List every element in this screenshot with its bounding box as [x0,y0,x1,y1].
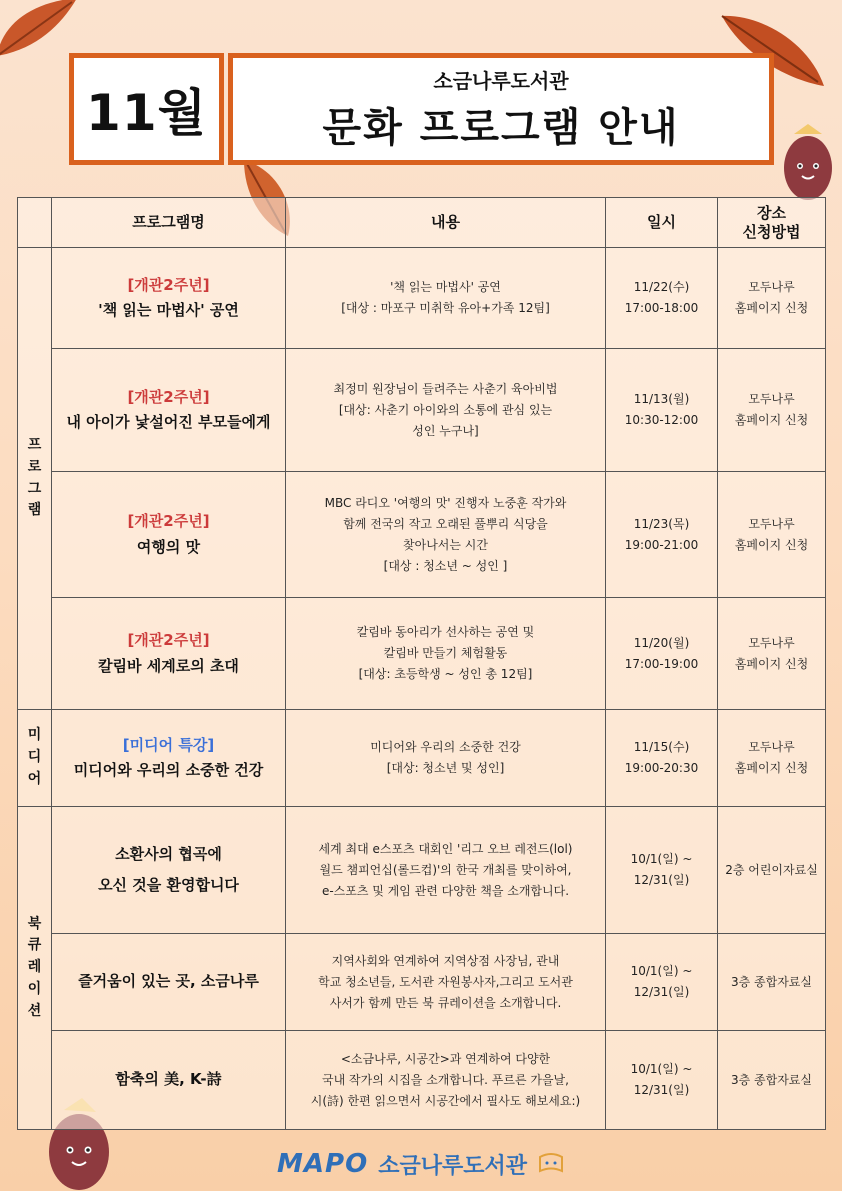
place-cell [718,349,826,472]
content-line: 국내 작가의 시집을 소개합니다. 푸르른 가을날, [322,1072,569,1087]
date: 11/22(수) [633,280,690,294]
anniversary-tag: [개관2주년] [127,512,210,530]
content-line: 함께 전국의 작고 오래된 풀뿌리 식당을 [343,516,548,531]
anniversary-tag: [개관2주년] [127,631,210,649]
date: 11/13(월) [633,392,690,406]
table-row [18,598,826,710]
content-cell [286,710,606,807]
category-char: 이 [27,980,42,997]
content-line: 학교 청소년들, 도서관 자원봉사자,그리고 도서관 [318,974,573,989]
content-line: [대상: 사춘기 아이와의 소통에 관심 있는 [338,402,553,417]
datetime-cell [606,248,718,349]
content-line: 사서가 함께 만든 북 큐레이션을 소개합니다. [329,995,562,1010]
header-place [718,198,826,248]
program-name-cell [52,710,286,807]
content-line: [대상: 청소년 및 성인] [386,761,505,775]
place-line: 2층 어린이자료실 [725,862,818,877]
datetime-cell [606,472,718,598]
header-place-line1: 장소 [757,203,786,222]
content-line: 미디어와 우리의 소중한 건강 [370,740,521,754]
category-char: 션 [27,1002,42,1019]
anniversary-tag: [개관2주년] [127,387,210,406]
program-name: 즐거움이 있는 곳, 소금나루 [78,972,259,991]
content-line: 성인 누구나] [412,423,479,438]
content-line: 찾아나서는 시간 [403,537,488,552]
program-name: 칼림바 세계로의 초대 [98,656,239,675]
content-cell [286,349,606,472]
media-lecture-tag: [미디어 특강] [122,735,215,754]
content-line: [대상 : 마포구 미취학 유아+가족 12팀] [341,301,550,315]
date: 12/31(일) [633,1083,690,1097]
content-cell [286,807,606,934]
place-cell [718,248,826,349]
anniversary-tag: [개관2주년] [127,275,210,294]
place-line: 모두나루 [748,392,795,406]
category-curation [18,807,52,1130]
table-header-row [18,198,826,248]
header-program-name: 프로그램명 [52,198,286,248]
place-line: 모두나루 [748,635,795,650]
place-line: 모두나루 [748,280,795,294]
table-row [18,349,826,472]
book-mascot-icon [537,1149,565,1179]
program-name-cell [52,248,286,349]
place-line: 3층 종합자료실 [730,1072,812,1087]
month-label: 11월 [69,53,224,165]
category-char: 디 [27,749,42,766]
content-cell [286,934,606,1031]
content-cell [286,1031,606,1130]
time: 19:00-20:30 [624,761,699,775]
content-line: 칼림바 만들기 체험활동 [383,646,508,660]
datetime-cell [606,710,718,807]
datetime-cell [606,934,718,1031]
table-row [18,807,826,934]
program-name: 소환사의 협곡에 [115,844,222,863]
library-logo-text: 소금나루도서관 [378,1153,527,1179]
program-name-cell [52,472,286,598]
datetime-cell [606,349,718,472]
content-cell [286,472,606,598]
category-char: 큐 [27,937,42,954]
place-line: 홈페이지 신청 [734,301,809,315]
place-line: 모두나루 [748,740,795,754]
content-line: [대상 : 청소년 ~ 성인 ] [383,558,508,573]
page-title: 문화 프로그램 안내 [322,105,680,151]
content-line: 칼림바 동아리가 선사하는 공연 및 [356,625,535,639]
date: 12/31(일) [633,985,690,999]
date: 11/15(수) [633,740,690,754]
place-cell [718,1031,826,1130]
mapo-logo: MAPO [277,1149,369,1179]
datetime-cell [606,1031,718,1130]
category-char: 프 [27,437,42,454]
category-char: 북 [27,915,42,932]
library-name: 소금나루도서관 [433,69,569,93]
category-media [18,710,52,807]
time: 17:00-18:00 [624,301,699,315]
program-name: 오신 것을 환영합니다 [98,876,239,894]
program-name-cell [52,934,286,1031]
date: 10/1(일) ~ [630,964,693,978]
category-char: 어 [27,770,42,787]
table-row [18,248,826,349]
program-name: 미디어와 우리의 소중한 건강 [73,761,264,779]
date: 10/1(일) ~ [630,1062,693,1076]
content-line: '책 읽는 마법사' 공연 [390,280,501,294]
place-cell [718,807,826,934]
category-char: 레 [27,959,42,976]
program-name-cell [52,598,286,710]
footer-logo [0,1144,842,1184]
category-char: 로 [27,458,42,475]
content-line: 지역사회와 연계하여 지역상점 사장님, 관내 [331,953,560,968]
date: 10/1(일) ~ [630,852,693,866]
content-line: MBC 라디오 '여행의 맛' 진행자 노중훈 작가와 [324,495,567,510]
program-name-cell [52,807,286,934]
header-category [18,198,52,248]
content-line: 세계 최대 e스포츠 대회인 '리그 오브 레전드(lol) [318,841,573,856]
place-line: 홈페이지 신청 [734,537,809,552]
program-name: 여행의 맛 [136,537,201,556]
category-char: 미 [27,727,42,744]
content-line: 최정미 원장님이 들려주는 사춘기 육아비법 [333,381,558,396]
content-line: 시(詩) 한편 읽으면서 시공간에서 필사도 해보세요:) [310,1093,581,1108]
program-name: 함축의 美, K-詩 [115,1070,222,1089]
time: 10:30-12:00 [624,413,699,427]
table-row [18,1031,826,1130]
place-cell [718,934,826,1031]
table-row [18,934,826,1031]
sweet-potato-mascot-icon [780,124,836,204]
program-name-cell [52,1031,286,1130]
program-name-cell [52,349,286,472]
title-box [228,53,774,165]
table-row [18,472,826,598]
content-cell [286,248,606,349]
place-cell [718,710,826,807]
place-line: 홈페이지 신청 [734,656,809,671]
time: 19:00-21:00 [624,537,699,552]
datetime-cell [606,598,718,710]
place-line: 홈페이지 신청 [734,761,809,775]
date: 11/20(월) [633,635,690,650]
place-cell [718,598,826,710]
program-name: '책 읽는 마법사' 공연 [98,301,239,319]
place-line: 홈페이지 신청 [734,413,809,427]
table-row [18,710,826,807]
category-program [18,248,52,710]
content-line: 월드 챔피언십(롤드컵)'의 한국 개최를 맞이하여, [319,862,572,877]
time: 17:00-19:00 [624,656,699,671]
content-cell [286,598,606,710]
header-content: 내용 [286,198,606,248]
header-datetime: 일시 [606,198,718,248]
header-place-line2: 신청방법 [742,222,801,241]
category-char: 램 [27,502,42,519]
content-line: e-스포츠 및 게임 관련 다양한 책을 소개합니다. [321,883,570,898]
program-table [17,197,826,1130]
place-cell [718,472,826,598]
datetime-cell [606,807,718,934]
place-line: 모두나루 [748,516,795,531]
content-line: [대상: 초등학생 ~ 성인 총 12팀] [358,667,533,681]
date: 12/31(일) [633,873,690,887]
content-line: <소금나루, 시공간>과 연계하여 다양한 [340,1051,551,1066]
category-char: 그 [27,480,42,497]
program-name: 내 아이가 낯설어진 부모들에게 [66,413,271,431]
place-line: 3층 종합자료실 [730,974,812,989]
date: 11/23(목) [633,516,690,531]
